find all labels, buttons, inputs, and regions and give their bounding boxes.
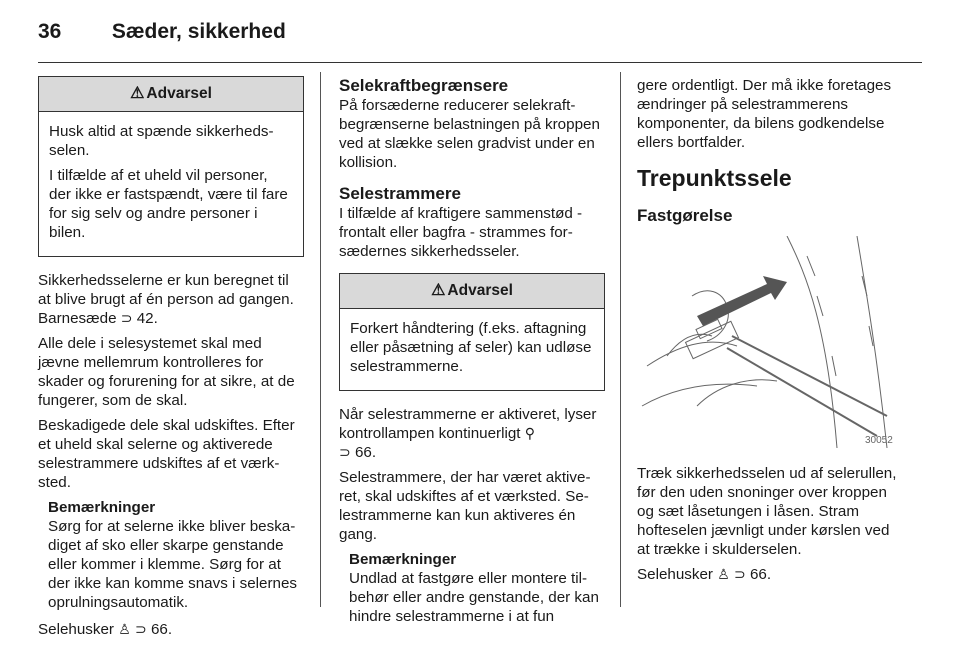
page-ref[interactable]: 66. <box>354 444 377 461</box>
section-heading: Selekraftbegrænsere <box>339 76 509 95</box>
warning-triangle-icon: ⚠ <box>130 85 145 102</box>
page-ref-icon: ⊃ <box>135 621 147 637</box>
paragraph-text: Sikkerhedsselerne er kun beregnet til at blive brugt af én person ad gangen. Barnesæde <box>38 272 294 327</box>
page-ref[interactable]: 42. <box>136 310 158 327</box>
warning-text: Forkert håndtering (f.eks. aftagning eller påsætning af seler) kan udløse selestrammerne. <box>350 320 592 375</box>
header-rule <box>38 62 922 63</box>
page-ref-icon: ⊃ <box>339 444 351 460</box>
warning-text-2: I tilfælde af et uheld vil personer, der ikke er fastspændt, være til fare for sig selv og andre personer i bilen. <box>49 167 288 241</box>
paragraph-text: Når selestrammerne er aktiveret, lyser kontrollampen kontinuerligt <box>339 406 597 442</box>
paragraph: Alle dele i selesystemet skal med jævne mellemrum kontrolleres for skader og forurening for at sikre, at de fungerer, som de skal. <box>38 335 295 409</box>
column-divider-1 <box>320 72 321 607</box>
page-ref[interactable]: 66. <box>150 621 173 638</box>
chapter-heading: Trepunktssele <box>637 165 792 191</box>
column-2 <box>339 76 605 634</box>
page-ref-icon: ⊃ <box>734 566 746 582</box>
warning-box <box>339 273 605 391</box>
paragraph <box>38 620 304 639</box>
paragraph: Træk sikkerhedsselen ud af selerullen, før den uden snoninger over kroppen og sæt låsetungen i låsen. Stram hofteselen jævnligt under kørslen ved at trække i skulderselen. <box>637 465 897 558</box>
section-selekraft <box>339 76 605 172</box>
warning-header <box>340 274 604 309</box>
section-heading: Selestrammere <box>339 184 461 203</box>
warning-triangle-icon: ⚠ <box>431 282 446 299</box>
section-text: I tilfælde af kraftigere sammenstød - frontalt eller bagfra - strammes forsædernes sikkerhedsseler. <box>339 205 583 260</box>
page-title: Sæder, sikkerhed <box>111 20 286 43</box>
paragraph: Selestrammere, der har været aktiveret, skal udskiftes af et værksted. Selestrammerne kan kun aktiveres én gang. <box>339 469 591 543</box>
figure-number: 30052 <box>865 435 893 446</box>
paragraph-text: Selehusker <box>38 621 114 638</box>
warning-box <box>38 76 304 257</box>
note-block <box>48 498 304 612</box>
paragraph <box>339 405 605 462</box>
paragraph <box>637 565 903 584</box>
section-text: På forsæderne reducerer selekraftbegrænserne belastningen på kroppen ved at slække selen gradvist under en kollision. <box>339 97 600 171</box>
warning-text-1: Husk altid at spænde sikkerhedsselen. <box>49 123 274 159</box>
airbag-warning-icon: ⚲ <box>524 425 536 441</box>
column-divider-2 <box>620 72 621 607</box>
seatbelt-drawing-icon <box>637 236 899 448</box>
note-text: Undlad at fastgøre eller montere tilbehør eller andre genstande, der kan hindre selestrammerne i at fun <box>349 570 599 625</box>
page-ref[interactable]: 66. <box>749 566 772 583</box>
column-3 <box>637 76 903 590</box>
warning-body <box>39 112 303 256</box>
page-number: 36 <box>38 20 62 43</box>
warning-body <box>340 309 604 390</box>
seatbelt-reminder-icon: ♙ <box>717 566 730 582</box>
warning-label: Advarsel <box>447 282 513 299</box>
note-heading: Bemærkninger <box>48 499 156 516</box>
paragraph <box>38 271 304 328</box>
page-ref-icon: ⊃ <box>120 310 133 326</box>
seatbelt-reminder-icon: ♙ <box>118 621 131 637</box>
warning-header <box>39 77 303 112</box>
column-1 <box>38 76 304 645</box>
paragraph: Beskadigede dele skal udskiftes. Efter et uheld skal selerne og aktiverede selestrammere udskiftes af et værksted. <box>38 417 295 491</box>
section-selestrammere <box>339 184 605 261</box>
subsection-heading: Fastgørelse <box>637 206 733 225</box>
note-text: Sørg for at selerne ikke bliver beskadiget af sko eller skarpe genstande eller kommer i klemme. Sørg for at der ikke kan komme snavs i selernes oprulningsautomatik. <box>48 518 298 611</box>
warning-label: Advarsel <box>146 85 212 102</box>
paragraph-text: Selehusker <box>637 566 713 583</box>
continued-text: gere ordentligt. Der må ikke foretages ændringer på selestrammerens komponenter, da bilens godkendelse ellers bortfalder. <box>637 77 892 151</box>
page-header <box>38 20 286 44</box>
seatbelt-fastening-illustration <box>637 236 899 448</box>
note-heading: Bemærkninger <box>349 551 457 568</box>
note-block <box>349 550 605 626</box>
